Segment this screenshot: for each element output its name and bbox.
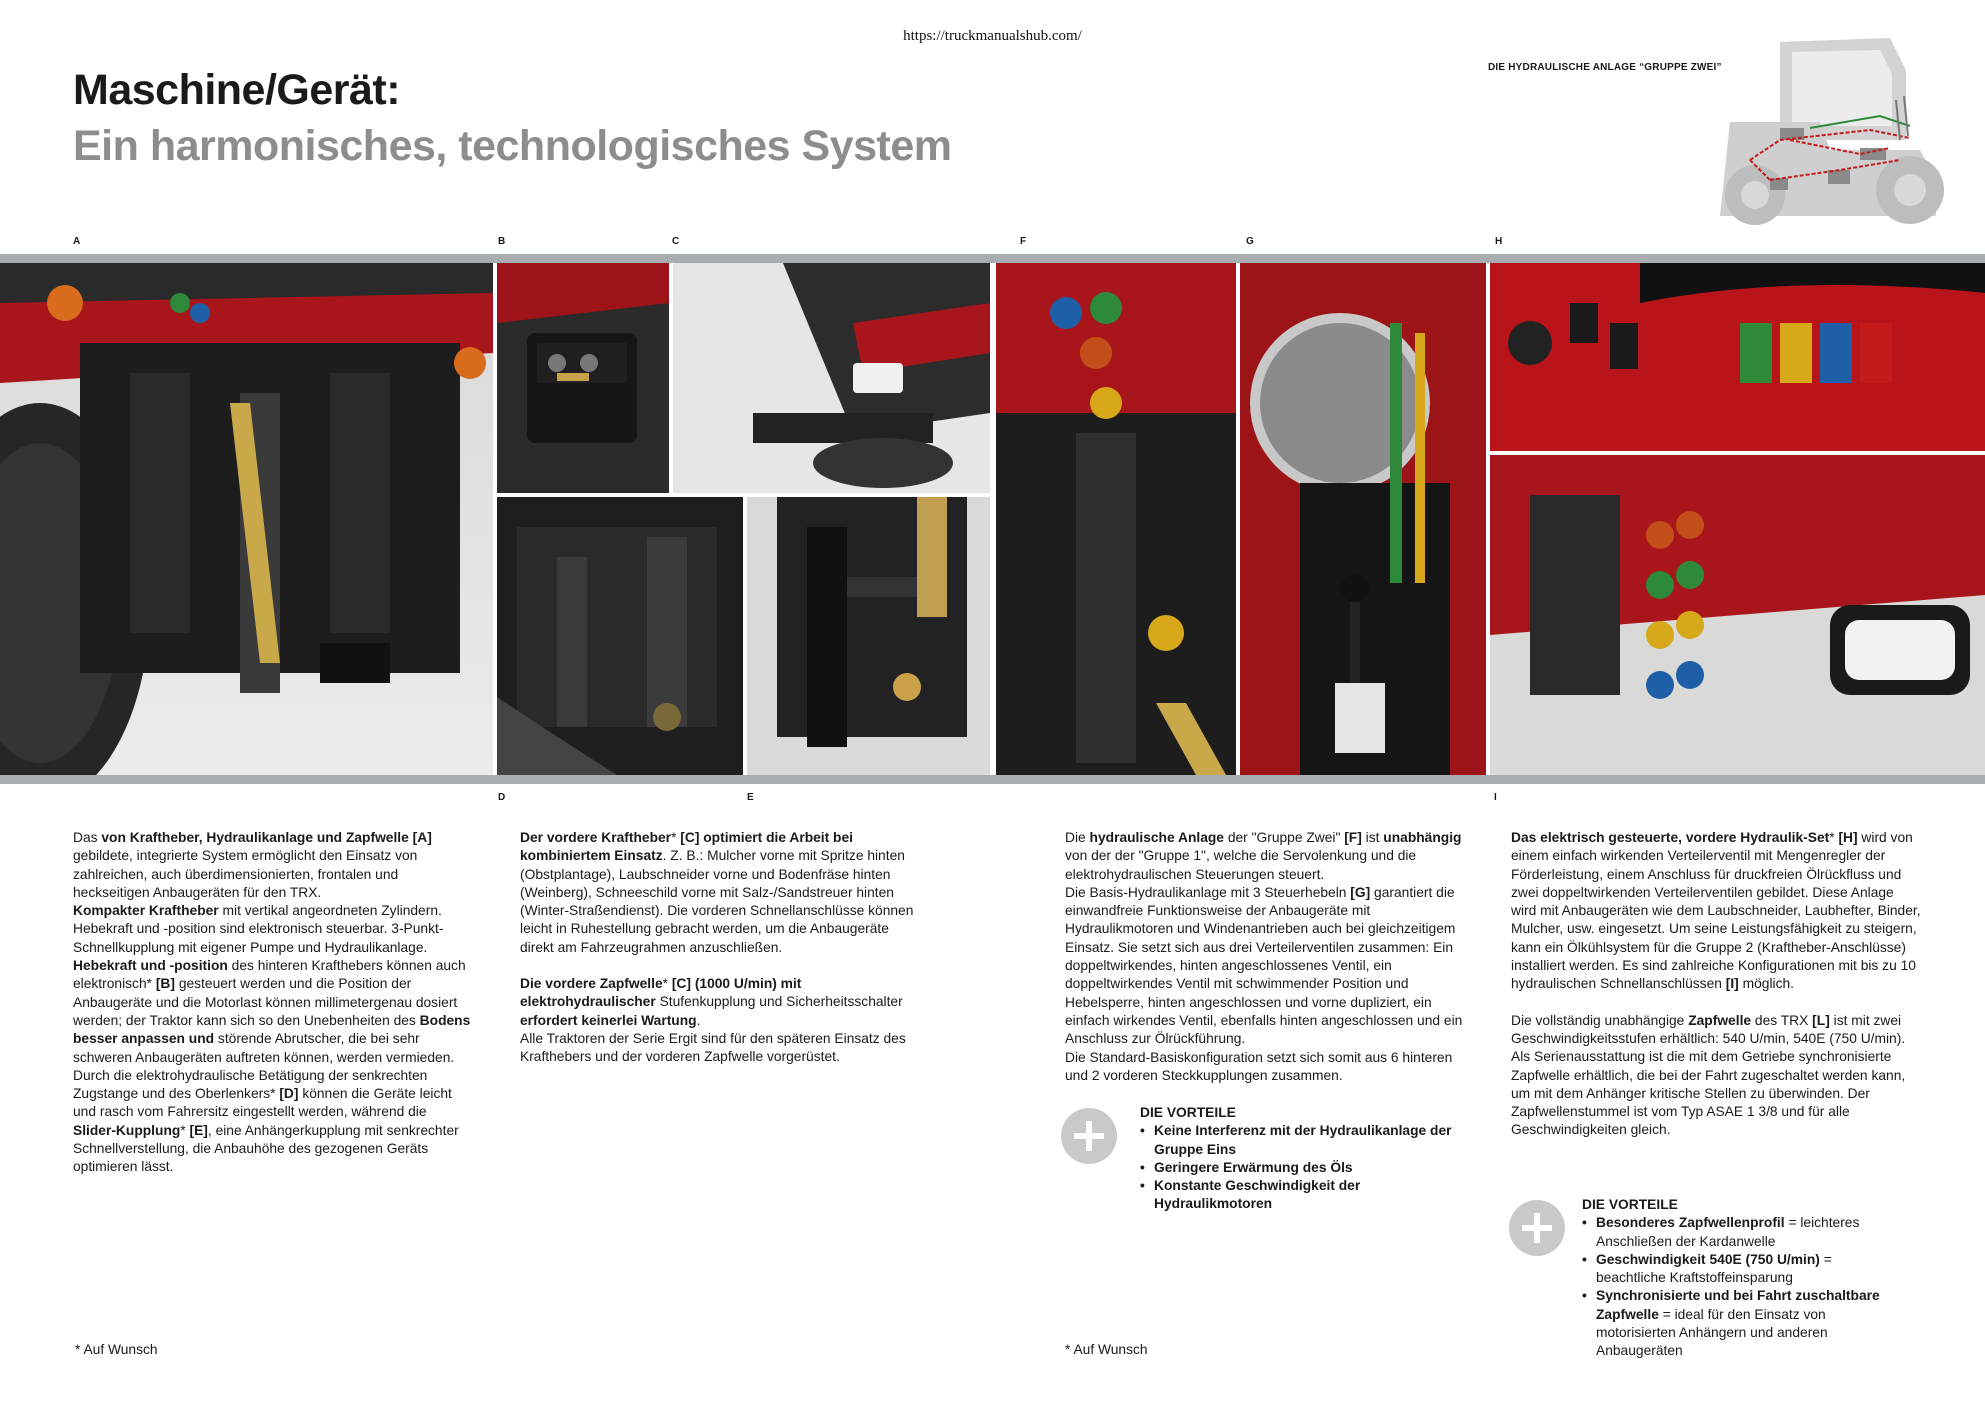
text-column-1 [73,829,473,1177]
photo-letter-h: H [1495,236,1503,247]
col3-paragraph-1: Die hydraulische Anlage der "Gruppe Zwei" [F] ist unabhängig von der der "Gruppe 1", welche die Servolenkung und die elektrohydraulischen Steuerungen steuert. [1065,830,1462,882]
photo-b-control-box [497,263,669,493]
col1-paragraph-3: Hebekraft und -position des hinteren Krafthebers können auch elektronisch* [B] gesteuert werden und die Position der Anbaugeräte und die Motorlast können millimetergenau dosiert werden; der Traktor kann sich so den Unebenheiten des Bodens besser anpassen und störende Abrutscher, die bei sehr schweren Anbaugeräten auftreten können, werden vermieden. [73,958,471,1065]
page-subtitle: Ein harmonisches, technologisches System [73,122,952,170]
photo-letter-b: B [498,236,506,247]
photo-i-front-hydraulic-set [1490,455,1985,775]
col4-paragraph-3: Als Serienausstattung ist die mit dem Getriebe synchronisierte Zapfwelle erhältlich, die bei der Fahrt zugeschaltet werden kann, um mit dem Anhänger kritische Stellen zu überwinden. Der Zapfwellenstummel ist vom Typ ASAE 1 3/8 und für alle Geschwindigkeiten gleich. [1511,1049,1906,1138]
footnote-right: * Auf Wunsch [1065,1342,1148,1357]
vorteil-item: • Synchronisierte und bei Fahrt zuschaltbare Zapfwelle = ideal für den Einsatz von motorisierten Anhängern und anderen Anbaugeräten [1582,1287,1892,1360]
col3-paragraph-3: Die Standard-Basiskonfiguration setzt sich somit aus 6 hinteren und 2 vorderen Steckkupplungen zusammen. [1065,1049,1453,1083]
text-column-2 [520,829,920,1067]
photo-letter-d: D [498,792,506,803]
vorteil-item: • Geringere Erwärmung des Öls [1140,1159,1470,1177]
col2-paragraph-1: Der vordere Kraftheber* [C] optimiert die Arbeit bei kombiniertem Einsatz. Z. B.: Mulcher vorne mit Spritze hinten (Obstplantage), Laubschneider vorne und Bodenfräse hinten (Weinberg), Schneeschild vorne mit Salz-/Sandstreuer hinten (Winter-Straßendienst). Die vorderen Schnellanschlüsse können leicht in Ruhestellung gebracht werden, um die Anbaugeräte direkt am Fahrzeugrahmen anzuschließen. [520,830,914,955]
vorteile-list [1140,1122,1470,1213]
vorteile-box-1 [1140,1104,1470,1214]
photo-d-oberlenker [497,497,743,775]
photo-e-slider-kupplung [747,497,990,775]
col2-paragraph-3: Alle Traktoren der Serie Ergit sind für den späteren Einsatz des Krafthebers und der vorderen Zapfwelle vorgerüstet. [520,1030,906,1065]
bottom-gray-bar [0,775,1985,784]
col3-paragraph-2: Die Basis-Hydraulikanlage mit 3 Steuerhebeln [G] garantiert die einwandfreie Funktionsweise der Anbaugeräte mit Hydraulikmotoren und Windenantrieben auch bei gleichzeitigem Einsatz. Sie setzt sich aus drei Verteilerventilen zusammen: Ein doppeltwirkendes, hinten angeschlossenes Ventil, ein doppeltwirkendes Ventil mit schwimmender Position und Hebelsperre, hinten angeschlossen und vorne dupliziert, ein einfach wirkendes Ventil, ebenfalls hinten angeschlossen und ein Anschluss zur Ölrückführung. [1065,884,1463,1047]
col4-paragraph-2: Die vollständig unabhängige Zapfwelle des TRX [L] ist mit zwei Geschwindigkeitsstufen erhältlich: 540 U/min, 540E (750 U/min). [1511,1012,1906,1046]
col1-paragraph-4: Durch die elektrohydraulische Betätigung der senkrechten Zugstange und des Oberlenkers* [D] können die Geräte leicht und rasch vom Fahrersitz eingestellt werden, während die Slider-Kupplung* [E], eine Anhängerkupplung mit senkrechter Schnellverstellung, die Anbauhöhe des gezogenen Geräts optimieren lässt. [73,1067,459,1175]
photo-f-hydraulic-couplings [996,263,1236,775]
vorteil-item: • Besonderes Zapfwellenprofil = leichteres Anschließen der Kardanwelle [1582,1214,1892,1251]
tractor-hydraulic-diagram-icon [1710,30,1946,232]
plus-icon [1509,1200,1565,1256]
photo-letter-g: G [1246,236,1254,247]
text-column-4 [1511,829,1921,1140]
vorteile-box-2 [1582,1196,1892,1361]
footnote-left: * Auf Wunsch [75,1342,158,1357]
vorteile-list [1582,1214,1892,1360]
vorteile-title: DIE VORTEILE [1140,1105,1236,1120]
photo-g-control-levers [1240,263,1486,775]
photo-h-dashboard-switches [1490,263,1985,451]
col1-paragraph-2: Kompakter Kraftheber mit vertikal angeordneten Zylindern. Hebekraft und -position sind elektronisch steuerbar. 3-Punkt-Schnellkupplung mit eigener Pumpe und Hydraulikanlage. [73,903,444,955]
col2-paragraph-2: Die vordere Zapfwelle* [C] (1000 U/min) mit elektrohydraulischer Stufenkupplung und Sicherheitsschalter erfordert keinerlei Wartung. [520,976,903,1028]
top-gray-bar [0,254,1985,263]
photo-letter-e: E [747,792,754,803]
photo-letter-c: C [672,236,680,247]
text-column-3 [1065,829,1465,1085]
photo-a-rear-linkage [0,263,493,775]
col4-paragraph-1: Das elektrisch gesteuerte, vordere Hydraulik-Set* [H] wird von einem einfach wirkenden Verteilerventil mit Mengenregler der Förderleistung, einem Anschluss für druckfreien Ölrückfluss und zwei doppeltwirkenden Verteilerventilen gebildet. Diese Anlage wird mit Anbaugeräten wie dem Laubschneider, Laubhefter, Binder, Mulcher, usw. eingesetzt. Um seine Leistungsfähigkeit zu steigern, kann ein Ölkühlsystem für die Gruppe 2 (Kraftheber-Anschlüsse) installiert werden. Es sind zahlreiche Konfigurationen mit bis zu 10 hydraulischen Schnellanschlüssen [I] möglich. [1511,830,1921,992]
vorteile-title: DIE VORTEILE [1582,1197,1678,1212]
photo-letter-a: A [73,236,81,247]
col1-paragraph-1: Das von Kraftheber, Hydraulikanlage und Zapfwelle [A] gebildete, integrierte System ermöglicht den Einsatz von zahlreichen, auch überdimensionierten, frontalen und heckseitigen Anbaugeräten für den TRX. [73,830,432,900]
page-title: Maschine/Gerät: [73,66,401,114]
vorteil-item: • Keine Interferenz mit der Hydraulikanlage der Gruppe Eins [1140,1122,1470,1159]
vorteil-item: • Geschwindigkeit 540E (750 U/min) = beachtliche Kraftstoffeinsparung [1582,1251,1892,1288]
vorteil-item: • Konstante Geschwindigkeit der Hydraulikmotoren [1140,1177,1470,1214]
photo-c-front-lift [673,263,990,493]
source-url[interactable]: https://truckmanualshub.com/ [903,28,1082,44]
hydraulic-group-label: DIE HYDRAULISCHE ANLAGE “GRUPPE ZWEI” [1488,62,1722,73]
photo-letter-i: I [1494,792,1497,803]
plus-icon [1061,1108,1117,1164]
photo-letter-f: F [1020,236,1027,247]
